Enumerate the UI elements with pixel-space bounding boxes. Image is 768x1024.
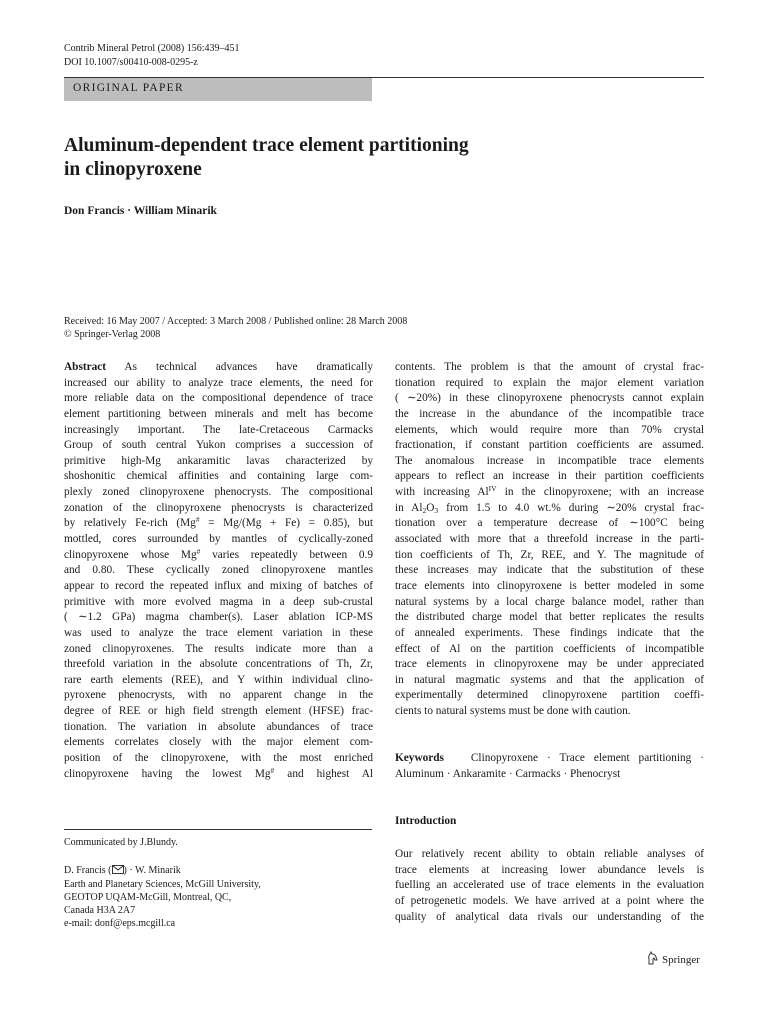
abstract-line: the distributed charge model that better replicates the results <box>395 611 704 624</box>
author-affiliation <box>64 864 374 930</box>
abstract-line: effect of Al on the partition coefficients of incompatible <box>395 642 704 655</box>
publisher-logo <box>646 951 700 968</box>
abstract-line: plexly zoned clinopyroxene phenocrysts. The compositional <box>64 486 373 499</box>
publisher-name: Springer <box>662 953 700 966</box>
abstract-line: tionation over a temperature decrease of ∼100°C being <box>395 517 704 530</box>
abstract-line: increasingly important. The late-Cretaceous Carmacks <box>64 423 373 436</box>
title-line-2: in clinopyroxene <box>64 159 202 180</box>
footnote-rule <box>64 829 372 830</box>
abstract-line: experimentally determined clinopyroxene partition coeffi- <box>395 689 704 702</box>
section-label-bar <box>64 78 372 101</box>
introduction-heading: Introduction <box>395 815 457 827</box>
abstract-line: by relatively Fe-rich (Mg# = Mg/(Mg + Fe) = 0.85), but <box>64 515 373 530</box>
abstract-line: pyroxene phenocrysts, with no apparent change in the <box>64 689 373 702</box>
abstract-line: zoned clinopyroxenes. The results indicate more than a <box>64 642 373 655</box>
abstract-line: trace elements into clinopyroxene is better modeled in some <box>395 579 704 592</box>
abstract-line: Group of south central Yukon comprises a succession of <box>64 439 373 452</box>
abstract-line: in natural magmatic systems and that the application of <box>395 673 704 686</box>
communicated-by: Communicated by J.Blundy. <box>64 837 178 848</box>
corresponding-authors: D. Francis ( ) · W. Minarik <box>64 865 181 876</box>
abstract-line: threefold variation in the absolute concentrations of Th, Zr, <box>64 658 373 671</box>
abstract-line: was used to analyze the trace element variation in these <box>64 626 373 639</box>
abstract-line: fractionation, if constant partition coefficients are assumed. <box>395 439 704 452</box>
abstract-line: The anomalous increase in incompatible trace elements <box>395 454 704 467</box>
abstract-line: primitive with more evolved magma in a deep sub-crustal <box>64 595 373 608</box>
abstract-line: elements, which would require more than 70% crystal <box>395 423 704 436</box>
keywords-line: Aluminum · Ankaramite · Carmacks · Phenocryst <box>395 767 621 780</box>
abstract-line: clinopyroxene having the lowest Mg# and highest Al <box>64 765 373 780</box>
abstract-line: mottled, cores surrounded by mantles of cyclically-zoned <box>64 533 373 546</box>
introduction-body <box>395 847 704 925</box>
abstract-line: elements correlates closely with the major element com- <box>64 736 373 749</box>
abstract-line: shoshonitic chemical affinities and containing large com- <box>64 470 373 483</box>
abstract-line: the increase in the abundance of the incompatible trace <box>395 407 704 420</box>
abstract-line: trace elements in clinopyroxene may be under appreciated <box>395 658 704 671</box>
abstract-line: increased our ability to analyze trace elements, the need for <box>64 376 373 389</box>
abstract-line: more reliable data on the compositional dependence of trace <box>64 392 373 405</box>
abstract-line: zonation of the clinopyroxene phenocrysts is characterized <box>64 501 373 514</box>
abstract-line: ( ∼1.2 GPa) magma chamber(s). Laser ablation ICP-MS <box>64 611 373 624</box>
intro-line: quality of analytical data rivals our understanding of the <box>395 910 704 923</box>
intro-line: Our relatively recent ability to obtain reliable analyses of <box>395 848 704 860</box>
email: e-mail: donf@eps.mcgill.ca <box>64 918 176 929</box>
paper-title <box>64 134 469 182</box>
abstract-heading: Abstract <box>64 361 107 373</box>
authors: Don Francis · William Minarik <box>64 205 217 217</box>
abstract-line: associated with more that a threefold increase in the parti- <box>395 533 704 546</box>
abstract-line: position of the clinopyroxene, with the most enriched <box>64 752 373 765</box>
abstract-line: of annealed experiments. These findings indicate that the <box>395 626 704 639</box>
copyright: © Springer-Verlag 2008 <box>64 329 161 340</box>
affiliation-line: Earth and Planetary Sciences, McGill University, <box>64 879 261 890</box>
intro-line: trace elements at increasing lower abundance levels is <box>395 863 704 876</box>
abstract-line: tion coefficients of Th, Zr, REE, and Y. The magnitude of <box>395 548 704 561</box>
abstract-line: tionation required to explain the major element variation <box>395 376 704 389</box>
springer-horse-icon <box>646 951 659 968</box>
keywords <box>395 751 704 782</box>
abstract-line: with increasing $Al^{IV}$ in the clinopyroxene; with an increase <box>395 484 704 499</box>
affiliation-line: GEOTOP UQAM-McGill, Montreal, QC, <box>64 892 232 903</box>
intro-line: of petrogenetic models. We have arrived at a point where the <box>395 894 704 907</box>
abstract-line: clinopyroxene whose Mg# varies repeatedly between 0.9 <box>64 546 373 561</box>
abstract <box>64 360 373 782</box>
abstract-line: contents. The problem is that the amount of crystal frac- <box>395 361 704 373</box>
abstract-line: ( ∼20%) in these clinopyroxene phenocrysts cannot explain <box>395 392 704 405</box>
abstract-line: these increases may indicate that the substitution of these <box>395 564 704 577</box>
abstract-line: appear to record the repeated influx and mixing of batches of <box>64 579 373 592</box>
abstract-line: cients to natural systems must be done with caution. <box>395 705 631 718</box>
publication-dates: Received: 16 May 2007 / Accepted: 3 March 2008 / Published online: 28 March 2008 <box>64 316 408 327</box>
intro-line: fuelling an accelerated use of trace elements in the evaluation <box>395 879 704 892</box>
abstract-line: natural systems by a local charge balance model, rather than <box>395 595 704 608</box>
abstract-line: Abstract As technical advances have dramatically <box>64 361 373 373</box>
abstract-line: and 0.80. These cyclically zoned clinopyroxene mantles <box>64 564 373 577</box>
journal-citation: Contrib Mineral Petrol (2008) 156:439–451 <box>64 43 240 54</box>
envelope-icon <box>112 865 124 878</box>
abstract-line: appears to reflect an increase in their partition coefficients <box>395 470 704 483</box>
abstract-continued <box>395 360 704 720</box>
abstract-line: tionation. The variation in absolute abundances of trace <box>64 720 373 733</box>
abstract-line: element partitioning between minerals and melt has become <box>64 407 373 420</box>
section-label: ORIGINAL PAPER <box>73 82 184 94</box>
abstract-line: in $Al_2O_3$ from 1.5 to 4.0 wt.% during ∼20% crystal frac- <box>395 501 704 515</box>
doi: DOI 10.1007/s00410-008-0295-z <box>64 57 198 68</box>
abstract-line: primitive high-Mg ankaramitic lavas characterized by <box>64 454 373 467</box>
abstract-line: rare earth elements (REE), and Y within individual clino- <box>64 673 373 686</box>
keywords-heading: Keywords <box>395 752 444 764</box>
keywords-line: Keywords Clinopyroxene · Trace element partitioning · <box>395 752 704 764</box>
abstract-line: degree of REE or high field strength element (HFSE) frac- <box>64 705 373 718</box>
affiliation-line: Canada H3A 2A7 <box>64 905 136 916</box>
title-line-1: Aluminum-dependent trace element partitioning <box>64 135 469 156</box>
